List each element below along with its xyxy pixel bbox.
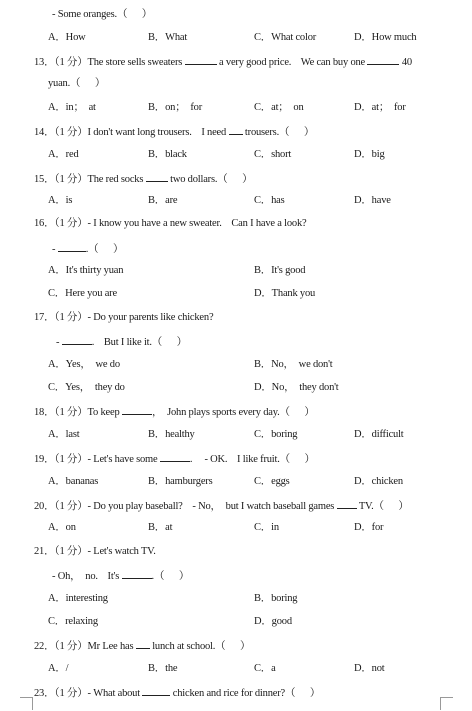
option-d: D．chicken — [354, 476, 403, 487]
question-13-continuation: yuan.（ ） — [48, 78, 106, 89]
answer-blank — [122, 568, 152, 579]
question-23: 23．（1 分）- What about chicken and rice for dinner?（ ） — [34, 685, 320, 701]
option-b: B．What — [148, 32, 188, 43]
option-c: C．relaxing — [48, 616, 98, 627]
answer-blank — [367, 54, 399, 65]
option-c: C．short — [254, 149, 292, 160]
question-18: 18．（1 分）To keep ， John plays sports every day.（ ） — [34, 404, 315, 420]
question-17: 17．（1 分）- Do your parents like chicken? — [34, 312, 214, 323]
answer-blank — [58, 241, 86, 252]
option-d: D．at； for — [354, 102, 406, 113]
option-d: D．Thank you — [254, 288, 316, 299]
option-a: A．Yes， we do — [48, 359, 120, 370]
answer-blank — [185, 54, 217, 65]
answer-blank — [62, 334, 92, 345]
question-text: - Some oranges.（ ） — [52, 9, 153, 20]
crop-mark-bottom-left — [20, 697, 33, 710]
option-d: D．good — [254, 616, 292, 627]
option-c: C．What color — [254, 32, 317, 43]
answer-blank — [160, 451, 190, 462]
question-14: 14．（1 分）I don't want long trousers. I need trousers.（ ） — [34, 124, 314, 140]
option-a: A．interesting — [48, 593, 108, 604]
question-20: 20．（1 分）- Do you play baseball? - No， but I watch baseball games TV.（ ） — [34, 498, 409, 514]
question-22: 22．（1 分）Mr Lee has lunch at school.（ ） — [34, 638, 250, 654]
question-21-response: - Oh， no. It's .（ ） — [52, 568, 189, 584]
option-c: C．a — [254, 663, 276, 674]
question-13: 13．（1 分）The store sells sweaters a very good price. We can buy one 40 — [34, 54, 412, 70]
option-d: D．for — [354, 522, 384, 533]
option-a: A．red — [48, 149, 79, 160]
option-a: A．How — [48, 32, 86, 43]
option-a: A．last — [48, 429, 80, 440]
option-b: B．on； for — [148, 102, 202, 113]
option-a: A．is — [48, 195, 73, 206]
option-c: C．Here you are — [48, 288, 117, 299]
answer-blank — [122, 404, 152, 415]
option-c: C．Yes， they do — [48, 382, 125, 393]
option-b: B．It's good — [254, 265, 306, 276]
question-16-response: - .（ ） — [52, 241, 123, 257]
option-a: A．bananas — [48, 476, 99, 487]
answer-blank — [142, 685, 170, 696]
question-16: 16．（1 分）- I know you have a new sweater. Can I have a look? — [34, 218, 307, 229]
option-a: A．on — [48, 522, 76, 533]
option-b: B．healthy — [148, 429, 195, 440]
question-17-response: - . But I like it.（ ） — [56, 334, 187, 350]
option-c: C．at； on — [254, 102, 304, 113]
option-a: A．It's thirty yuan — [48, 265, 124, 276]
answer-blank — [229, 124, 243, 135]
question-15: 15．（1 分）The red socks two dollars.（ ） — [34, 171, 252, 187]
option-b: B．black — [148, 149, 187, 160]
option-b: B．at — [148, 522, 173, 533]
question-21: 21．（1 分）- Let's watch TV. — [34, 546, 156, 557]
option-d: D．difficult — [354, 429, 404, 440]
answer-blank — [146, 171, 168, 182]
option-d: D．big — [354, 149, 385, 160]
option-d: D．have — [354, 195, 391, 206]
answer-blank — [136, 638, 150, 649]
option-a: A．/ — [48, 663, 69, 674]
option-a: A．in； at — [48, 102, 96, 113]
option-b: B．are — [148, 195, 178, 206]
option-c: C．has — [254, 195, 285, 206]
option-b: B．boring — [254, 593, 298, 604]
option-d: D．How much — [354, 32, 417, 43]
answer-blank — [337, 498, 357, 509]
option-d: D．No， they don't — [254, 382, 339, 393]
option-b: B．hamburgers — [148, 476, 213, 487]
option-c: C．eggs — [254, 476, 290, 487]
option-c: C．boring — [254, 429, 298, 440]
crop-mark-bottom-right — [440, 697, 453, 710]
option-b: B．the — [148, 663, 178, 674]
option-b: B．No， we don't — [254, 359, 333, 370]
option-d: D．not — [354, 663, 385, 674]
question-19: 19．（1 分）- Let's have some . - OK. I like fruit.（ ） — [34, 451, 315, 467]
option-c: C．in — [254, 522, 279, 533]
